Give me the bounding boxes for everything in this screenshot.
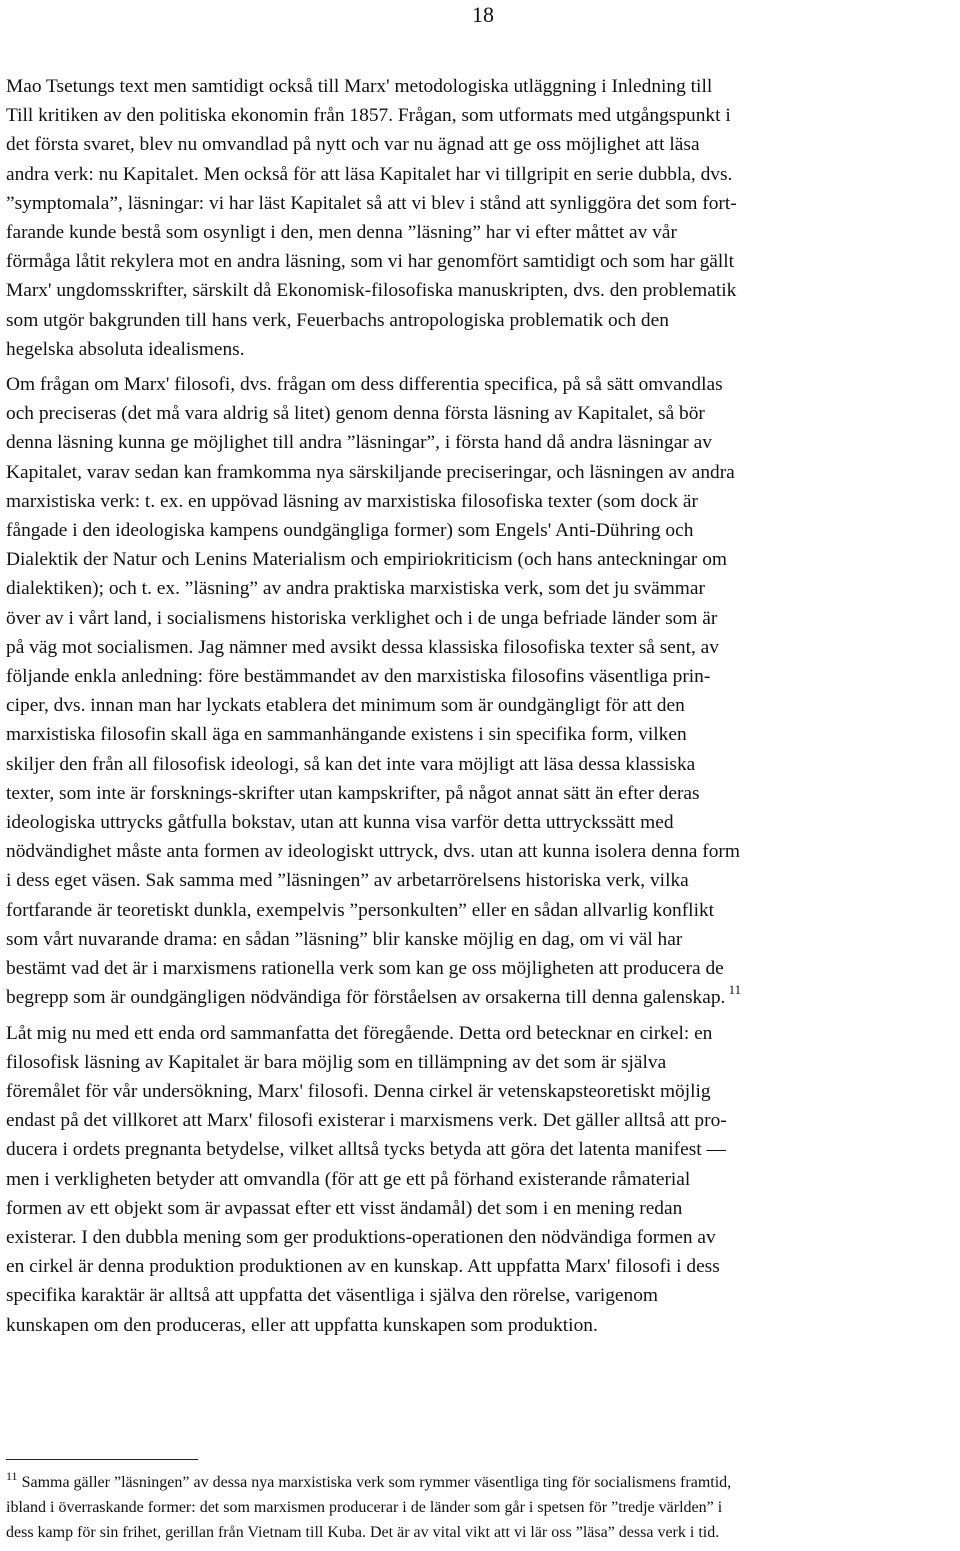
text-line: Mao Tsetungs text men samtidigt också till Marx' metodologiska utläggning i Inledning till	[6, 76, 713, 97]
text-line: det första svaret, blev nu omvandlad på nytt och var nu ägnad att ge oss möjlighet att läsa	[6, 134, 700, 156]
text-line: i dess eget väsen. Sak samma med ”läsningen” av arbetarrörelsens historiska verk, vilka	[6, 870, 689, 892]
paragraph-1	[6, 72, 954, 364]
text-line: existerar. I den dubbla mening som ger produktions-operationen den nödvändiga formen av	[6, 1226, 716, 1248]
text-line: ciper, dvs. innan man har lyckats etablera det minimum som är oundgängligt för att den	[6, 695, 685, 717]
text-line: nödvändighet måste anta formen av ideologiskt uttryck, dvs. utan att kunna isolera denna form	[6, 841, 740, 863]
text-line: en cirkel är denna produktion produktionen av en kunskap. Att uppfatta Marx' filosofi i dess	[6, 1256, 720, 1278]
text-line: Låt mig nu med ett enda ord sammanfatta det föregående. Detta ord betecknar en cirkel: en	[6, 1022, 713, 1044]
text-line: specifika karaktär är alltså att uppfatta det väsentliga i själva den rörelse, varigenom	[6, 1285, 659, 1307]
text-line: fångade i den ideologiska kampens oundgängliga former) som Engels' Anti-Dühring och	[6, 520, 694, 542]
text-line: som utgör bakgrunden till hans verk, Feuerbachs antropologiska problematik och den	[6, 309, 669, 331]
footnote-mark: 11	[6, 1469, 18, 1483]
text-line: denna läsning kunna ge möjlighet till andra ”läsningar”, i första hand då andra läsningar av	[6, 432, 712, 454]
text-line: skiljer den från all filosofisk ideologi, så kan det inte vara möjligt att läsa dessa klassiska	[6, 753, 696, 775]
text-line: dialektiken); och t. ex. ”läsning” av andra praktiska marxistiska verk, som det ju svämmar	[6, 578, 705, 600]
text-line: andra verk: nu Kapitalet. Men också för att läsa Kapitalet har vi tillgripit en serie dubbla, dvs.	[6, 163, 733, 185]
footnote	[6, 1470, 956, 1545]
text-line: förmåga låtit rekylera mot en andra läsning, som vi har genomfört samtidigt och som har gällt	[6, 251, 735, 273]
text-line: Dialektik der Natur och Lenins Materialism och empiriokriticism (och hans anteckningar om	[6, 549, 728, 571]
text-line: kunskapen om den produceras, eller att uppfatta kunskapen som produktion.	[6, 1314, 598, 1336]
body-text	[6, 72, 954, 1340]
page-number: 18	[472, 2, 494, 27]
text-line: ”symptomala”, läsningar: vi har läst Kapitalet så att vi blev i stånd att synliggöra det som fort-	[6, 192, 737, 214]
text-line: Om frågan om Marx' filosofi, dvs. frågan om dess differentia specifica, på så sätt omvandlas	[6, 374, 723, 396]
text-line: hegelska absoluta idealismens.	[6, 338, 245, 360]
text-line: farande kunde bestå som osynligt i den, men denna ”läsning” har vi efter måttet av vår	[6, 222, 677, 244]
text-line: marxistiska verk: t. ex. en uppövad läsning av marxistiska filosofiska texter (som dock är	[6, 490, 698, 512]
footnote-reference[interactable]: 11	[725, 982, 742, 998]
text-line: filosofisk läsning av Kapitalet är bara möjlig som en tillämpning av det som är själva	[6, 1051, 667, 1073]
text-line: och preciseras (det må vara aldrig så litet) genom denna första läsning av Kapitalet, så bör	[6, 403, 705, 425]
text-line: begrepp som är oundgängligen nödvändiga för förståelsen av orsakerna till denna galenskap.	[6, 987, 726, 1009]
paragraph-3	[6, 1019, 954, 1340]
footnote-line: dess kamp för sin frihet, gerillan från Vietnam till Kuba. Det är av vital vikt att vi lär oss ”läsa” dessa verk i tid.	[6, 1524, 720, 1541]
footnote-divider	[6, 1459, 198, 1460]
text-line: marxistiska filosofin skall äga en sammanhängande existens i sin specifika form, vilken	[6, 724, 687, 746]
text-line: formen av ett objekt som är avpassat efter ett visst ändamål) det som i en mening redan	[6, 1197, 683, 1219]
text-line: följande enkla anledning: före bestämmandet av den marxistiska filosofins väsentliga prin-	[6, 666, 711, 688]
paragraph-2	[6, 370, 954, 1012]
text-line: Till kritiken av den politiska ekonomin från 1857. Frågan, som utformats med utgångspunkt i	[6, 105, 731, 127]
text-line: fortfarande är teoretiskt dunkla, exempelvis ”personkulten” eller en sådan allvarlig konflikt	[6, 899, 715, 921]
footnote-line: Samma gäller ”läsningen” av dessa nya marxistiska verk som rymmer väsentliga ting för socialismens framtid,	[21, 1474, 732, 1491]
text-line: texter, som inte är forsknings-skrifter utan kampskrifter, på något annat sätt än efter deras	[6, 782, 700, 804]
footnote-line: ibland i överraskande former: det som marxismen producerar i de länder som går i spetsen för ”tredje världen” i	[6, 1499, 723, 1516]
text-line: på väg mot socialismen. Jag nämner med avsikt dessa klassiska filosofiska texter så sent, av	[6, 636, 719, 658]
text-line: endast på det villkoret att Marx' filosofi existerar i marxismens verk. Det gäller alltså att pro-	[6, 1110, 727, 1132]
text-line: som vårt nuvarande drama: en sådan ”läsning” blir kanske möjlig en dag, om vi väl har	[6, 928, 683, 950]
text-line: över av i vårt land, i socialismens historiska verklighet och i de unga befriade länder som är	[6, 607, 718, 629]
text-line: ducera i ordets pregnanta betydelse, vilket alltså tycks betyda att göra det latenta manifest ―	[6, 1139, 726, 1161]
text-line: ideologiska uttrycks gåtfulla bokstav, utan att kunna visa varför detta uttryckssätt med	[6, 812, 674, 834]
text-line: föremålet för vår undersökning, Marx' filosofi. Denna cirkel är vetenskapsteoretiskt möjlig	[6, 1080, 711, 1102]
text-line: men i verkligheten betyder att omvandla (för att ge ett på förhand existerande råmaterial	[6, 1168, 691, 1190]
text-line: Marx' ungdomsskrifter, särskilt då Ekonomisk-filosofiska manuskripten, dvs. den problematik	[6, 280, 737, 302]
text-line: bestämt vad det är i marxismens rationella verk som kan ge oss möjligheten att producera de	[6, 958, 724, 980]
text-line: Kapitalet, varav sedan kan framkomma nya särskiljande preciseringar, och läsningen av andra	[6, 461, 735, 483]
